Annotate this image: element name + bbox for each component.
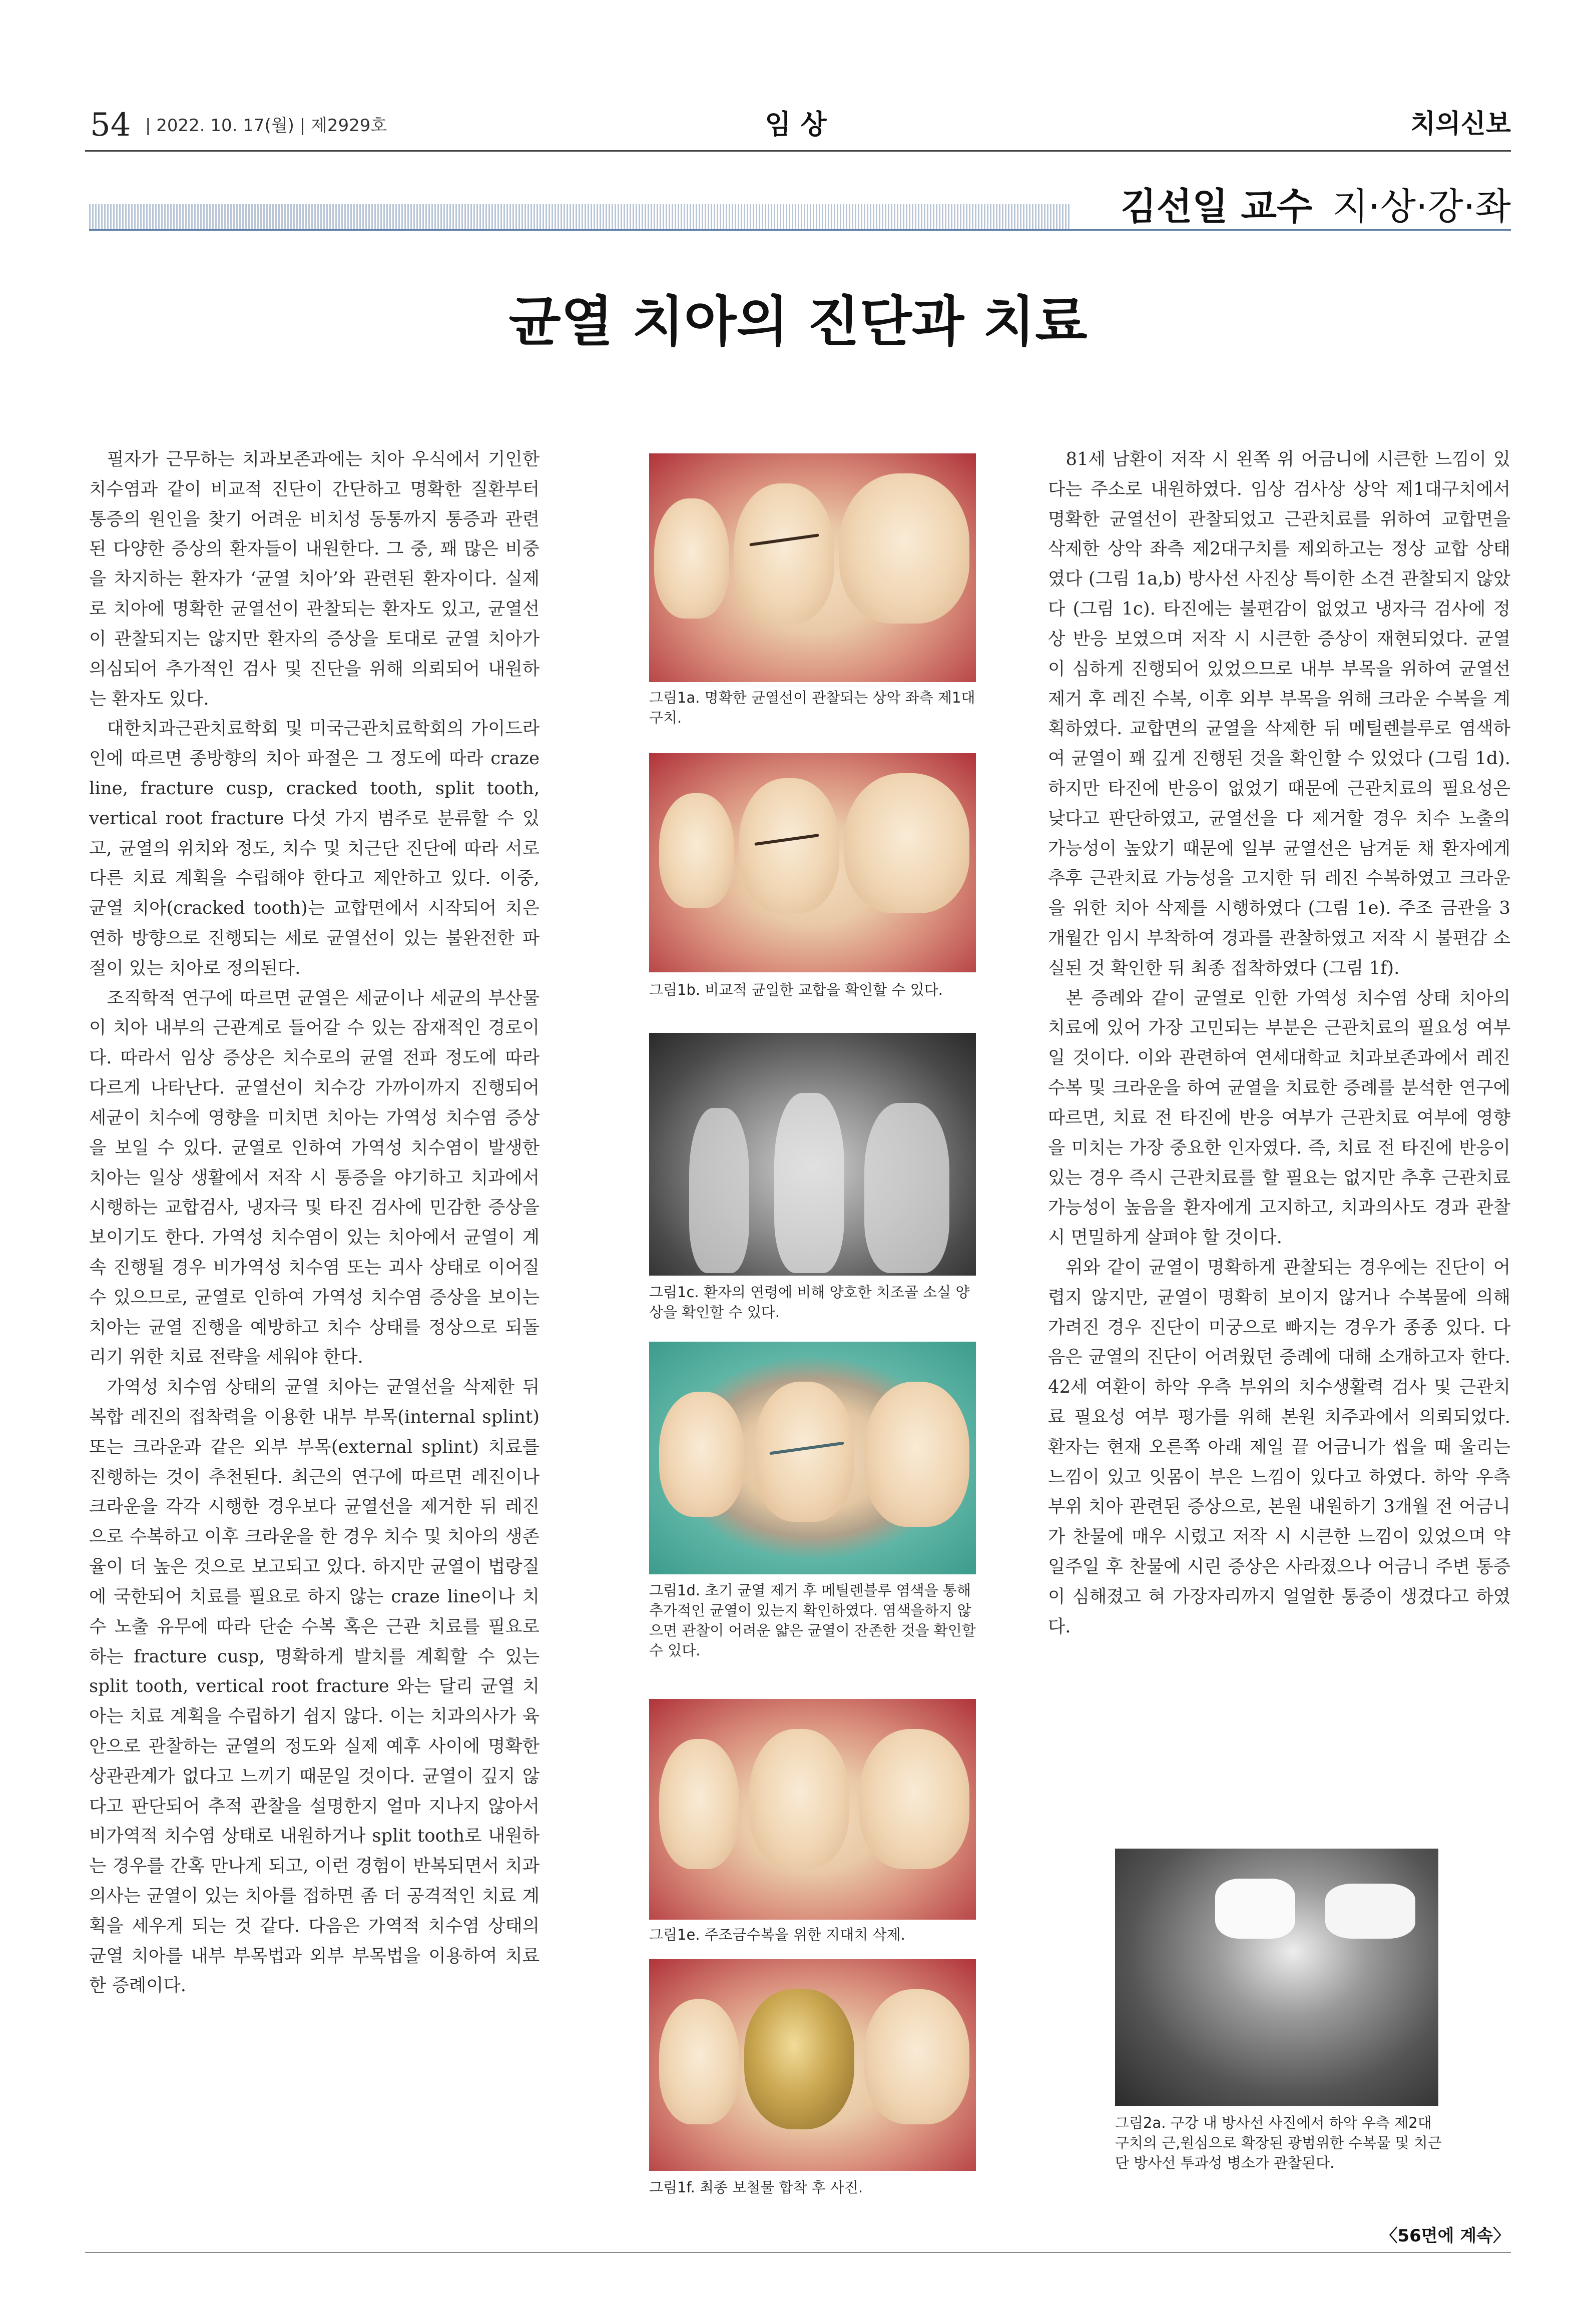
figure-2a-caption: 그림2a. 구강 내 방사선 사진에서 하악 우측 제2대구치의 근,원심으로 확장된 광범위한 수복물 및 치근단 방사선 투과성 병소가 관찰된다. xyxy=(1115,2114,1442,2172)
figure-1f-caption: 그림1f. 최종 보철물 합착 후 사진. xyxy=(649,2179,863,2196)
series-underline xyxy=(89,229,1511,231)
article-headline: 균열 치아의 진단과 치료 xyxy=(508,291,1088,353)
figure-1b-caption: 그림1b. 비교적 균일한 교합을 확인할 수 있다. xyxy=(649,981,943,998)
article-column-3 xyxy=(1048,444,1510,1642)
header-rule xyxy=(85,150,1511,152)
figure-1d-caption: 그림1d. 초기 균열 제거 후 메틸렌블루 염색을 통해 추가적인 균열이 있는지 확인하였다. 염색을하지 않으면 관찰이 어려운 얇은 균열이 잔존한 것을 확인할 수 있다. xyxy=(649,1582,976,1659)
paragraph: 필자가 근무하는 치과보존과에는 치아 우식에서 기인한 치수염과 같이 비교적 진단이 간단하고 명확한 질환부터 통증의 원인을 찾기 어려운 비치성 동통까지 통증과 관련된 다양한 증상의 환자들이 내원한다. 그 중, 꽤 많은 비중을 차지하는 환자가 ‘균열 치아’와 관련된 환자이다. 실제로 치아에 명확한 균열선이 관찰되는 환자도 있고, 균열선이 관찰되지는 않지만 환자의 증상을 토대로 균열 치아가 의심되어 추가적인 검사 및 진단을 위해 의뢰되어 내원하는 환자도 있다. xyxy=(89,449,540,709)
figure-1a-caption: 그림1a. 명확한 균열선이 관찰되는 상악 좌측 제1대구치. xyxy=(649,689,975,727)
page-number: 54 xyxy=(90,107,131,144)
continuation-note: 〈56면에 계속〉 xyxy=(1380,2226,1510,2246)
paragraph: 81세 남환이 저작 시 왼쪽 위 어금니에 시큰한 느낌이 있다는 주소로 내원하였다. 임상 검사상 상악 제1대구치에서 명확한 균열선이 관찰되었고 근관치료를 위하여 교합면을 삭제한 상악 좌측 제2대구치를 제외하고는 정상 교합 상태였다 (그림 1a,b) 방사선 사진상 특이한 소견 관찰되지 않았다 (그림 1c). 타진에는 불편감이 없었고 냉자극 검사에 정상 반응 보였으며 저작 시 시큰한 증상이 재현되었다. 균열이 심하게 진행되어 있었으므로 내부 부목을 위하여 균열선 제거 후 레진 수복, 이후 외부 부목을 위해 크라운 수복을 계획하였다. 교합면의 균열을 삭제한 뒤 메틸렌블루로 염색하여 균열이 꽤 깊게 진행된 것을 확인할 수 있었다 (그림 1d). 하지만 타진에 반응이 없었기 때문에 근관치료의 필요성은 낮다고 판단하였고, 균열선을 다 제거할 경우 치수 노출의 가능성이 높았기 때문에 일부 균열선은 남겨둔 채 환자에게 추후 근관치료 가능성을 고지한 뒤 레진 수복하였고 크라운을 위한 치아 삭제를 시행하였다 (그림 1e). 주조 금관을 3개월간 임시 부착하여 경과를 관찰하였고 저작 시 불편감 소실된 것 확인한 뒤 최종 접착하였다 (그림 1f). xyxy=(1048,449,1510,978)
figure-1c-xray xyxy=(649,1033,976,1276)
figure-1e-photo xyxy=(649,1699,976,1920)
paragraph: 조직학적 연구에 따르면 균열은 세균이나 세균의 부산물이 치아 내부의 근관계로 들어갈 수 있는 잠재적인 경로이다. 따라서 임상 증상은 치수로의 균열 전파 정도에 따라 다르게 나타난다. 균열선이 치수강 가까이까지 진행되어 세균이 치수에 영향을 미치면 치아는 가역성 치수염 증상을 보일 수 있다. 균열로 인하여 가역성 치수염이 발생한 치아는 일상 생활에서 저작 시 통증을 야기하고 치과에서 시행하는 교합검사, 냉자극 및 타진 검사에 민감한 증상을 보이기도 한다. 가역성 치수염이 있는 치아에서 균열이 계속 진행될 경우 비가역성 치수염 또는 괴사 상태로 이어질 수 있으므로, 균열로 인하여 가역성 치수염 증상을 보이는 치아는 균열 진행을 예방하고 치수 상태를 정상으로 되돌리기 위한 치료 전략을 세워야 한다. xyxy=(89,987,540,1368)
paragraph: 대한치과근관치료학회 및 미국근관치료학회의 가이드라인에 따르면 종방향의 치아 파절은 그 정도에 따라 craze line, fracture cusp, cracked tooth, split tooth, vertical root fracture 다섯 가지 범주로 분류할 수 있고, 균열의 위치와 정도, 치수 및 치근단 진단에 따라 서로 다른 치료 계획을 수립해야 한다고 제안하고 있다. 이중, 균열 치아(cracked tooth)는 교합면에서 시작되어 치은연하 방향으로 진행되는 세로 균열선이 있는 불완전한 파절이 있는 치아로 정의된다. xyxy=(89,718,540,978)
newspaper-name: 치의신보 xyxy=(1410,109,1511,139)
figure-1c-caption: 그림1c. 환자의 연령에 비해 양호한 치조골 소실 양상을 확인할 수 있다. xyxy=(649,1284,970,1321)
article-column-1 xyxy=(89,444,540,2001)
figure-1f-photo xyxy=(649,1959,976,2171)
figure-1b-photo xyxy=(649,753,976,972)
figure-1d-photo xyxy=(649,1342,976,1574)
series-title: 지·상·강·좌 xyxy=(1332,185,1511,228)
figure-2a-xray xyxy=(1115,1849,1438,2106)
paragraph: 가역성 치수염 상태의 균열 치아는 균열선을 삭제한 뒤 복합 레진의 접착력을 이용한 내부 부목(internal splint) 또는 크라운과 같은 외부 부목(external splint) 치료를 진행하는 것이 추천된다. 최근의 연구에 따르면 레진이나 크라운을 각각 시행한 경우보다 균열선을 제거한 뒤 레진으로 수복하고 이후 크라운을 한 경우 치수 및 치아의 생존율이 더 높은 것으로 보고되고 있다. 하지만 균열이 법랑질에 국한되어 치료를 필요로 하지 않는 craze line이나 치수 노출 유무에 따라 단순 수복 혹은 근관 치료를 필요로 하는 fracture cusp, 명확하게 발치를 계획할 수 있는 split tooth, vertical root fracture 와는 달리 균열 치아는 치료 계획을 수립하기 쉽지 않다. 이는 치과의사가 육안으로 관찰하는 균열의 정도와 실제 예후 사이에 명확한 상관관계가 없다고 느끼기 때문일 것이다. 균열이 깊지 않다고 판단되어 추적 관찰을 설명한지 얼마 지나지 않아서 비가역적 치수염 상태로 내원하거나 split tooth로 내원하는 경우를 간혹 만나게 되고, 이런 경험이 반복되면서 치과의사는 균열이 있는 치아를 접하면 좀 더 공격적인 치료 계획을 세우게 되는 것 같다. 다음은 가역적 치수염 상태의 균열 치아를 내부 부목법과 외부 부목법을 이용하여 치료한 증례이다. xyxy=(89,1377,540,1996)
section-title: 임 상 xyxy=(765,109,827,140)
footer-rule xyxy=(85,2252,1511,2253)
figure-1a-photo xyxy=(649,453,976,682)
figure-1e-caption: 그림1e. 주조금수복을 위한 지대치 삭제. xyxy=(649,1926,905,1943)
author-name: 김선일 교수 xyxy=(1121,185,1313,228)
paragraph: 본 증례와 같이 균열로 인한 가역성 치수염 상태 치아의 치료에 있어 가장 고민되는 부분은 근관치료의 필요성 여부일 것이다. 이와 관련하여 연세대학교 치과보존과에서 레진 수복 및 크라운을 하여 균열을 치료한 증례를 분석한 연구에 따르면, 치료 전 타진에 반응 여부가 근관치료 여부에 영향을 미치는 가장 중요한 인자였다. 즉, 치료 전 타진에 반응이 있는 경우 즉시 근관치료를 할 필요는 없지만 추후 근관치료 가능성이 높음을 환자에게 고지하고, 치과의사도 경과 관찰 시 면밀하게 살펴야 할 것이다. xyxy=(1048,987,1510,1248)
issue-date: | 2022. 10. 17(월) | 제2929호 xyxy=(145,116,387,136)
series-banner xyxy=(1121,185,1511,228)
paragraph: 위와 같이 균열이 명확하게 관찰되는 경우에는 진단이 어렵지 않지만, 균열이 명확히 보이지 않거나 수복물에 의해 가려진 경우 진단이 미궁으로 빠지는 경우가 종종 있다. 다음은 균열의 진단이 어려웠던 증례에 대해 소개하고자 한다. 42세 여환이 하악 우측 부위의 치수생활력 검사 및 근관치료 필요성 여부 평가를 위해 본원 치주과에서 의뢰되었다. 환자는 현재 오른쪽 아래 제일 끝 어금니가 씹을 때 울리는 느낌이 있고 잇몸이 부은 느낌이 있다고 하였다. 하악 우측 부위 치아 관련된 증상으로, 본원 내원하기 3개월 전 어금니가 찬물에 매우 시렸고 저작 시 시큰한 느낌이 있었으며 약 일주일 후 찬물에 시린 증상은 사라졌으나 어금니 주변 통증이 심해졌고 혀 가장자리까지 얼얼한 통증이 생겼다고 하였다. xyxy=(1048,1257,1510,1637)
series-stripe-bar xyxy=(89,204,1070,229)
